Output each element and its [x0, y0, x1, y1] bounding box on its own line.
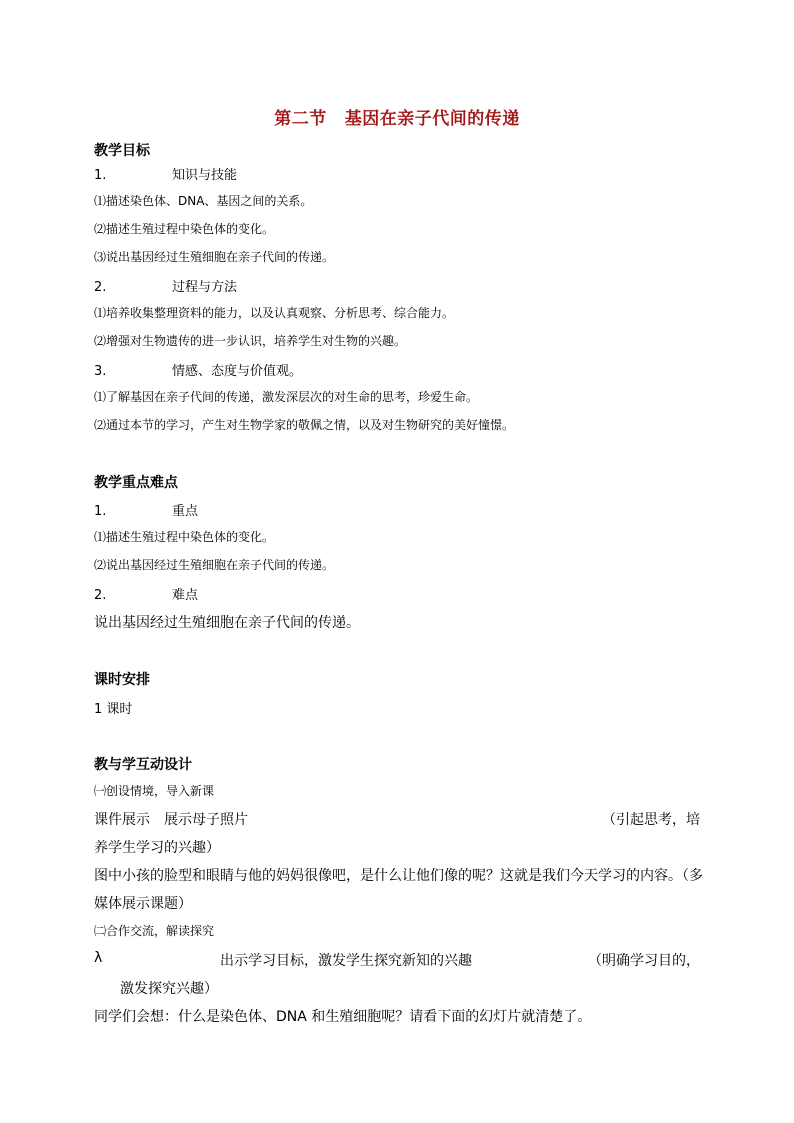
goal-display-text: 出示学习目标，激发学生探究新知的兴趣 — [220, 953, 472, 969]
goal-3-item: ⑴了解基因在亲子代间的传递，激发深层次的对生命的思考，珍爱生命。 — [94, 390, 479, 404]
key-2-number: 2. — [94, 588, 107, 603]
goal-2-item: ⑵增强对生物遗传的进一步认识，培养学生对生物的兴趣。 — [94, 334, 407, 348]
paragraph-1-line-1 — [94, 809, 700, 829]
goal-1-item: ⑵描述生殖过程中染色体的变化。 — [94, 222, 275, 236]
goal-display-note: （明确学习目的， — [588, 953, 700, 969]
goal-2-item: ⑴培养收集整理资料的能力，以及认真观察、分析思考、综合能力。 — [94, 306, 455, 320]
goal-3-label: 情感、态度与价值观。 — [172, 364, 303, 379]
goal-2-number: 2. — [94, 280, 107, 295]
goal-3-heading — [94, 360, 302, 379]
goal-2-label: 过程与方法 — [172, 280, 238, 295]
paragraph-1-line-2: 养学生学习的兴趣） — [94, 840, 220, 856]
step-2-heading: ㈡合作交流，解读探究 — [94, 924, 215, 938]
key-1-item: ⑴描述生殖过程中染色体的变化。 — [94, 530, 275, 544]
title-text: 基因在亲子代间的传递 — [344, 109, 520, 129]
courseware-content: 展示母子照片 — [164, 812, 248, 828]
paragraph-2-line-2: 媒体展示课题） — [94, 896, 192, 912]
heading-key-points: 教学重点难点 — [94, 475, 178, 491]
key-2-text: 说出基因经过生殖细胞在亲子代间的传递。 — [94, 615, 360, 631]
heading-schedule: 课时安排 — [94, 672, 150, 688]
key-2-label: 难点 — [172, 588, 199, 603]
page-title — [0, 104, 794, 129]
goal-1-number: 1. — [94, 168, 107, 183]
heading-interaction-design: 教与学互动设计 — [94, 757, 192, 773]
title-section-number: 第二节 — [274, 109, 327, 129]
key-1-label: 重点 — [172, 504, 199, 519]
goal-1-label: 知识与技能 — [172, 168, 238, 183]
paragraph-2-line-1: 图中小孩的脸型和眼睛与他的妈妈很像吧，是什么让他们像的呢？这就是我们今天学习的内容。（多 — [94, 868, 703, 884]
goal-1-item: ⑶说出基因经过生殖细胞在亲子代间的传递。 — [94, 250, 335, 264]
courseware-note: （引起思考，培 — [602, 812, 700, 828]
key-1-item: ⑵说出基因经过生殖细胞在亲子代间的传递。 — [94, 558, 335, 572]
paragraph-4: 同学们会想：什么是染色体、DNA 和生殖细胞呢？请看下面的幻灯片就清楚了。 — [94, 1009, 592, 1025]
goal-3-item: ⑵通过本节的学习，产生对生物学家的敬佩之情，以及对生物研究的美好憧憬。 — [94, 418, 515, 432]
paragraph-3-line-1 — [94, 950, 700, 969]
step-1-heading: ㈠创设情境，导入新课 — [94, 784, 215, 798]
key-1-heading — [94, 500, 198, 519]
goal-1-item: ⑴描述染色体、DNA、基因之间的关系。 — [94, 194, 313, 208]
schedule-text: 1 课时 — [94, 702, 133, 717]
key-2-heading — [94, 584, 198, 603]
courseware-label: 课件展示 — [94, 812, 150, 828]
goal-2-heading — [94, 276, 237, 295]
heading-teaching-goals: 教学目标 — [94, 143, 150, 159]
bullet-symbol: λ — [94, 950, 103, 966]
key-1-number: 1. — [94, 504, 107, 519]
paragraph-3-line-2: 激发探究兴趣） — [120, 981, 218, 997]
goal-3-number: 3. — [94, 364, 107, 379]
goal-1-heading — [94, 164, 237, 183]
